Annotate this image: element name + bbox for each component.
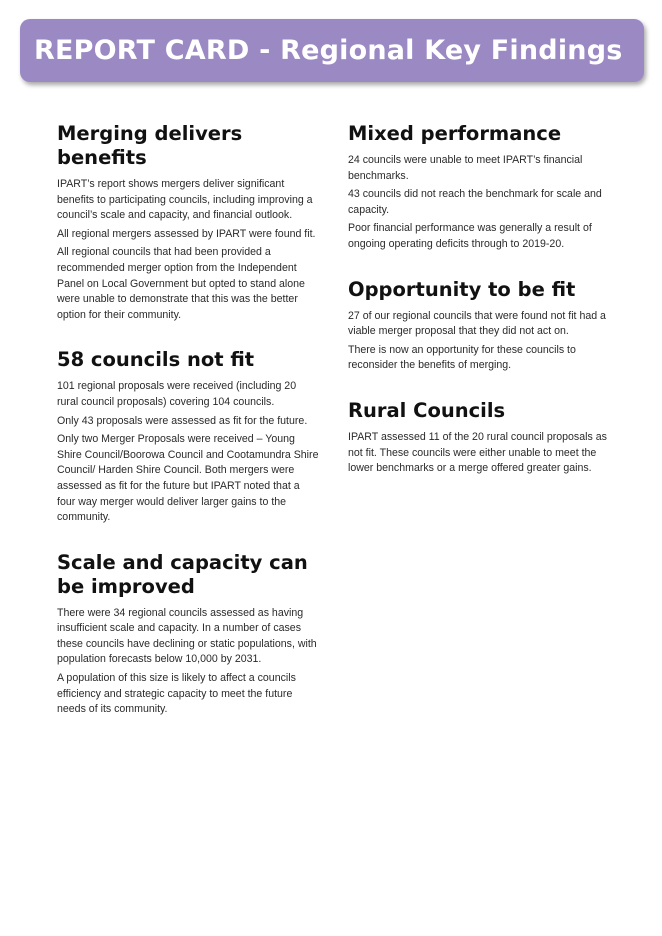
section-heading: Mixed performance: [348, 122, 562, 145]
section-paragraph: 43 councils did not reach the benchmark for scale and capacity.: [348, 188, 602, 216]
page-title: REPORT CARD - Regional Key Findings: [34, 35, 623, 66]
section-heading: Opportunity to be fit: [348, 277, 576, 301]
section-paragraph: Only two Merger Proposals were received – Young Shire Council/Boorowa Council and Cootamundra Shire Council/ Harden Shire Council. Both mergers were assessed as fit for the future but IPART noted that a four way merger would deliver larger gains to the community.: [57, 433, 319, 524]
section-paragraph: Poor financial performance was generally a result of ongoing operating deficits through to 2019-20.: [348, 222, 592, 250]
section-heading: Merging delivers benefits: [57, 122, 243, 169]
section-mixed-performance: [348, 122, 610, 253]
section-scale-capacity: [57, 551, 319, 718]
section-paragraph: There is now an opportunity for these councils to reconsider the benefits of merging.: [348, 343, 576, 372]
section-councils-not-fit: [57, 348, 319, 525]
left-column: [57, 122, 319, 743]
section-paragraph: 27 of our regional councils that were found not fit had a viable merger proposal that they did not act on.: [348, 309, 606, 338]
section-paragraph: IPART’s report shows mergers deliver significant benefits to participating councils, including improving a council’s scale and capacity, and financial outlook.: [57, 178, 313, 222]
section-heading: Scale and capacity can be improved: [57, 550, 308, 598]
section-opportunity-fit: [348, 278, 610, 374]
section-paragraph: All regional councils that had been provided a recommended merger option from the Independent Panel on Local Government but opted to stand alone were unable to demonstrate that this was the better option for their community.: [57, 246, 305, 321]
section-paragraph: All regional mergers assessed by IPART were found fit.: [57, 227, 316, 240]
section-rural-councils: [348, 399, 610, 477]
section-paragraph: IPART assessed 11 of the 20 rural council proposals as not fit. These councils were either unable to meet the lower benchmarks or a merge offered greater gains.: [348, 430, 607, 475]
section-paragraph: There were 34 regional councils assessed as having insufficient scale and capacity. In a number of cases these councils have declining or static populations, with population forecasts below 10,000 by 2031.: [57, 606, 317, 666]
right-column: [348, 122, 610, 502]
section-paragraph: 24 councils were unable to meet IPART’s financial benchmarks.: [348, 154, 583, 182]
section-paragraph: A population of this size is likely to affect a councils efficiency and strategic capacity to meet the future needs of its community.: [57, 672, 296, 716]
section-merging-benefits: [57, 122, 319, 323]
section-paragraph: Only 43 proposals were assessed as fit for the future.: [57, 414, 308, 427]
section-heading: 58 councils not fit: [57, 348, 255, 372]
section-paragraph: 101 regional proposals were received (including 20 rural council proposals) covering 104 councils.: [57, 380, 297, 408]
report-card-banner: [20, 19, 644, 82]
section-heading: Rural Councils: [348, 398, 506, 422]
